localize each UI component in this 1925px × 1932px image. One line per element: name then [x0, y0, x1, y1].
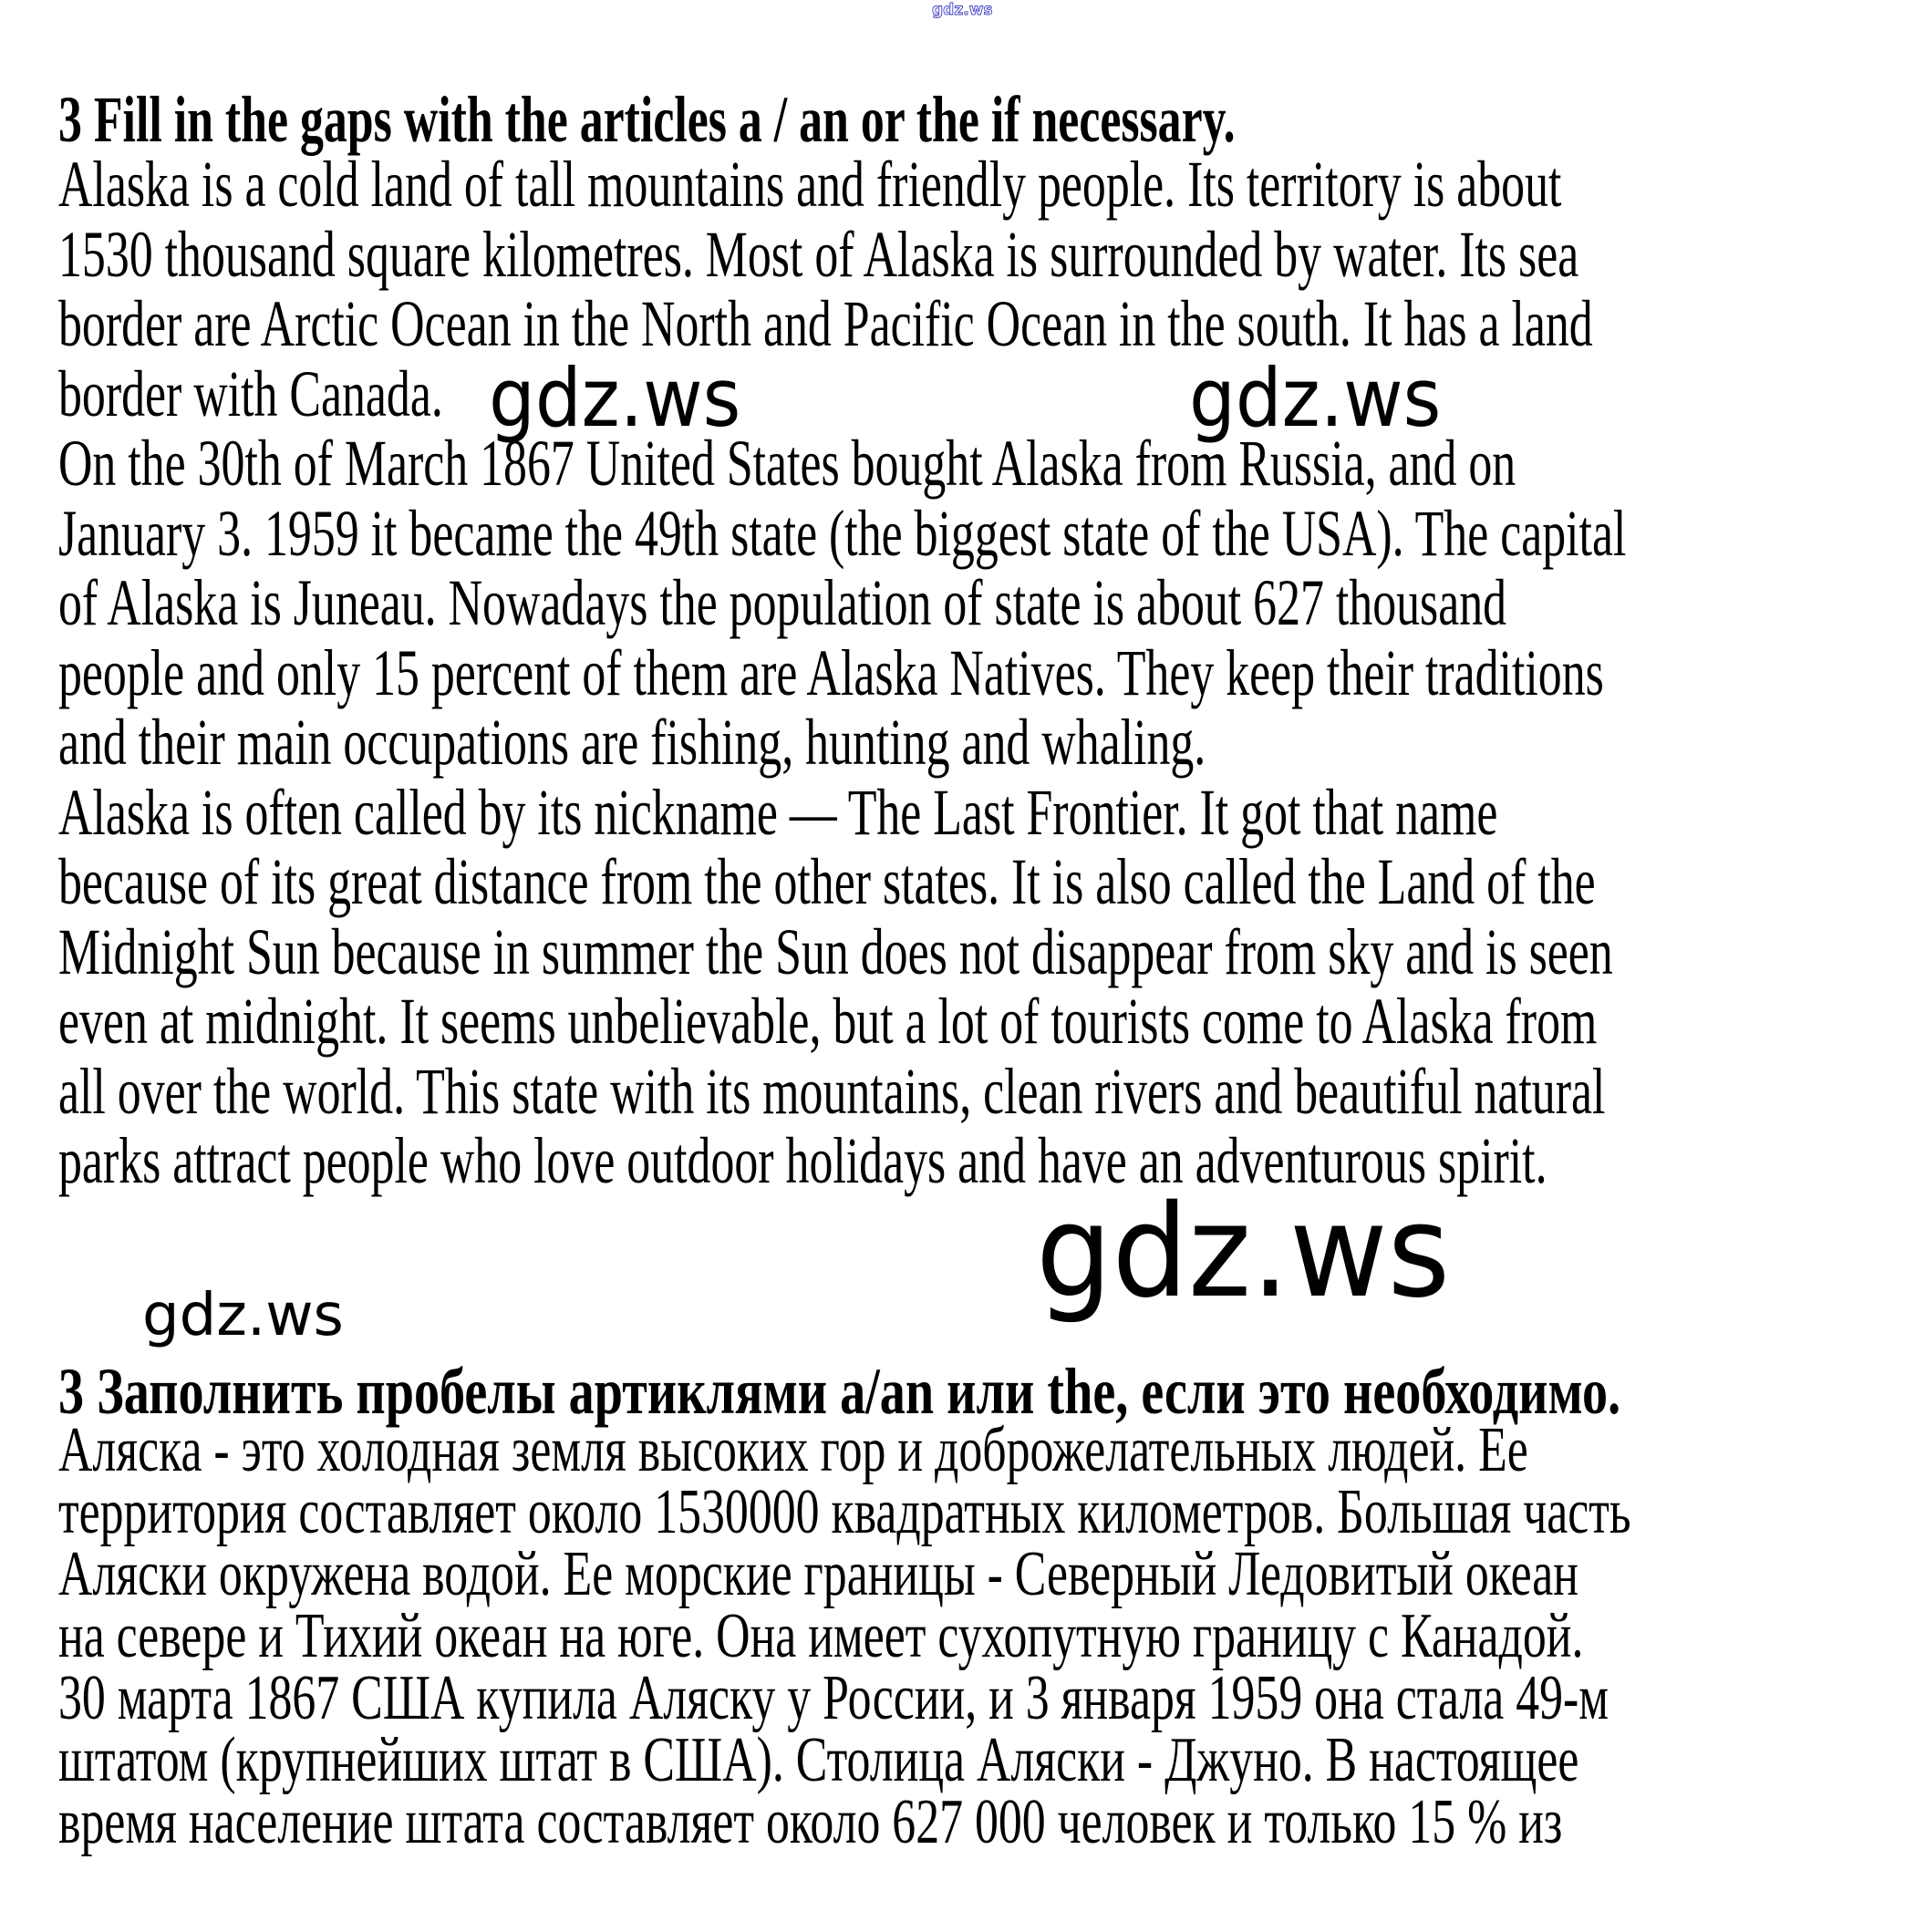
russian-text-line: 30 марта 1867 США купила Аляску у России, и 3 января 1959 она стала 49-м	[58, 1663, 1609, 1733]
english-text-line: people and only 15 percent of them are Alaska Natives. They keep their traditions	[58, 635, 1604, 709]
english-text-line: parks attract people who love outdoor holidays and have an adventurous spirit.	[58, 1124, 1547, 1197]
english-text-line: of Alaska is Juneau. Nowadays the population of state is about 627 thousand	[58, 566, 1507, 639]
english-text-line: border are Arctic Ocean in the North and Pacific Ocean in the south. It has a land	[58, 287, 1593, 360]
gdz-watermark-top: gdz.ws	[932, 1, 993, 19]
english-text-line: On the 30th of March 1867 United States bought Alaska from Russia, and on	[58, 427, 1516, 500]
russian-text-line: время население штата составляет около 627 000 человек и только 15 % из	[58, 1787, 1563, 1857]
russian-text-line: Аляска - это холодная земля высоких гор и доброжелательных людей. Ее	[58, 1415, 1528, 1485]
russian-text-line: штатом (крупнейших штат в США). Столица Аляски - Джуно. В настоящее	[58, 1725, 1579, 1795]
russian-text-block	[58, 1415, 1631, 1857]
english-text-line: even at midnight. It seems unbelievable, but a lot of tourists come to Alaska from	[58, 985, 1598, 1058]
english-text-line: because of its great distance from the other states. It is also called the Land of the	[58, 845, 1596, 918]
english-text-line: and their main occupations are fishing, hunting and whaling.	[58, 706, 1206, 779]
gdz-watermark-center-large: gdz.ws	[1036, 1178, 1451, 1327]
english-text-line: border with Canada.	[58, 356, 443, 430]
russian-text-line: на севере и Тихий океан на юге. Она имеет сухопутную границу с Канадой.	[58, 1601, 1584, 1671]
gdz-watermark-inline-left: gdz.ws	[489, 351, 741, 445]
russian-task-heading: 3 Заполнить пробелы артиклями a/an или the, если это необходимо.	[58, 1355, 1621, 1428]
english-text-line: Alaska is often called by its nickname — The Last Frontier. It got that name	[58, 775, 1498, 849]
english-text-line: Alaska is a cold land of tall mountains and friendly people. Its territory is about	[58, 148, 1562, 221]
english-text-line: January 3. 1959 it became the 49th state (the biggest state of the USA). The capital	[58, 496, 1627, 570]
english-text-line: all over the world. This state with its mountains, clean rivers and beautiful natural	[58, 1054, 1606, 1128]
russian-text-line: Аляски окружена водой. Ее морские границы - Северный Ледовитый океан	[58, 1539, 1578, 1609]
english-text-line: 1530 thousand square kilometres. Most of Alaska is surrounded by water. Its sea	[58, 217, 1579, 291]
russian-text-line: территория составляет около 1530000 квадратных километров. Большая часть	[58, 1477, 1631, 1547]
english-text-block	[58, 150, 1626, 1196]
english-task-heading: 3 Fill in the gaps with the articles a / an or the if necessary.	[58, 83, 1236, 156]
gdz-watermark-left-small: gdz.ws	[142, 1282, 344, 1349]
gdz-watermark-inline-right: gdz.ws	[1189, 351, 1442, 445]
english-text-line: Midnight Sun because in summer the Sun does not disappear from sky and is seen	[58, 914, 1613, 988]
